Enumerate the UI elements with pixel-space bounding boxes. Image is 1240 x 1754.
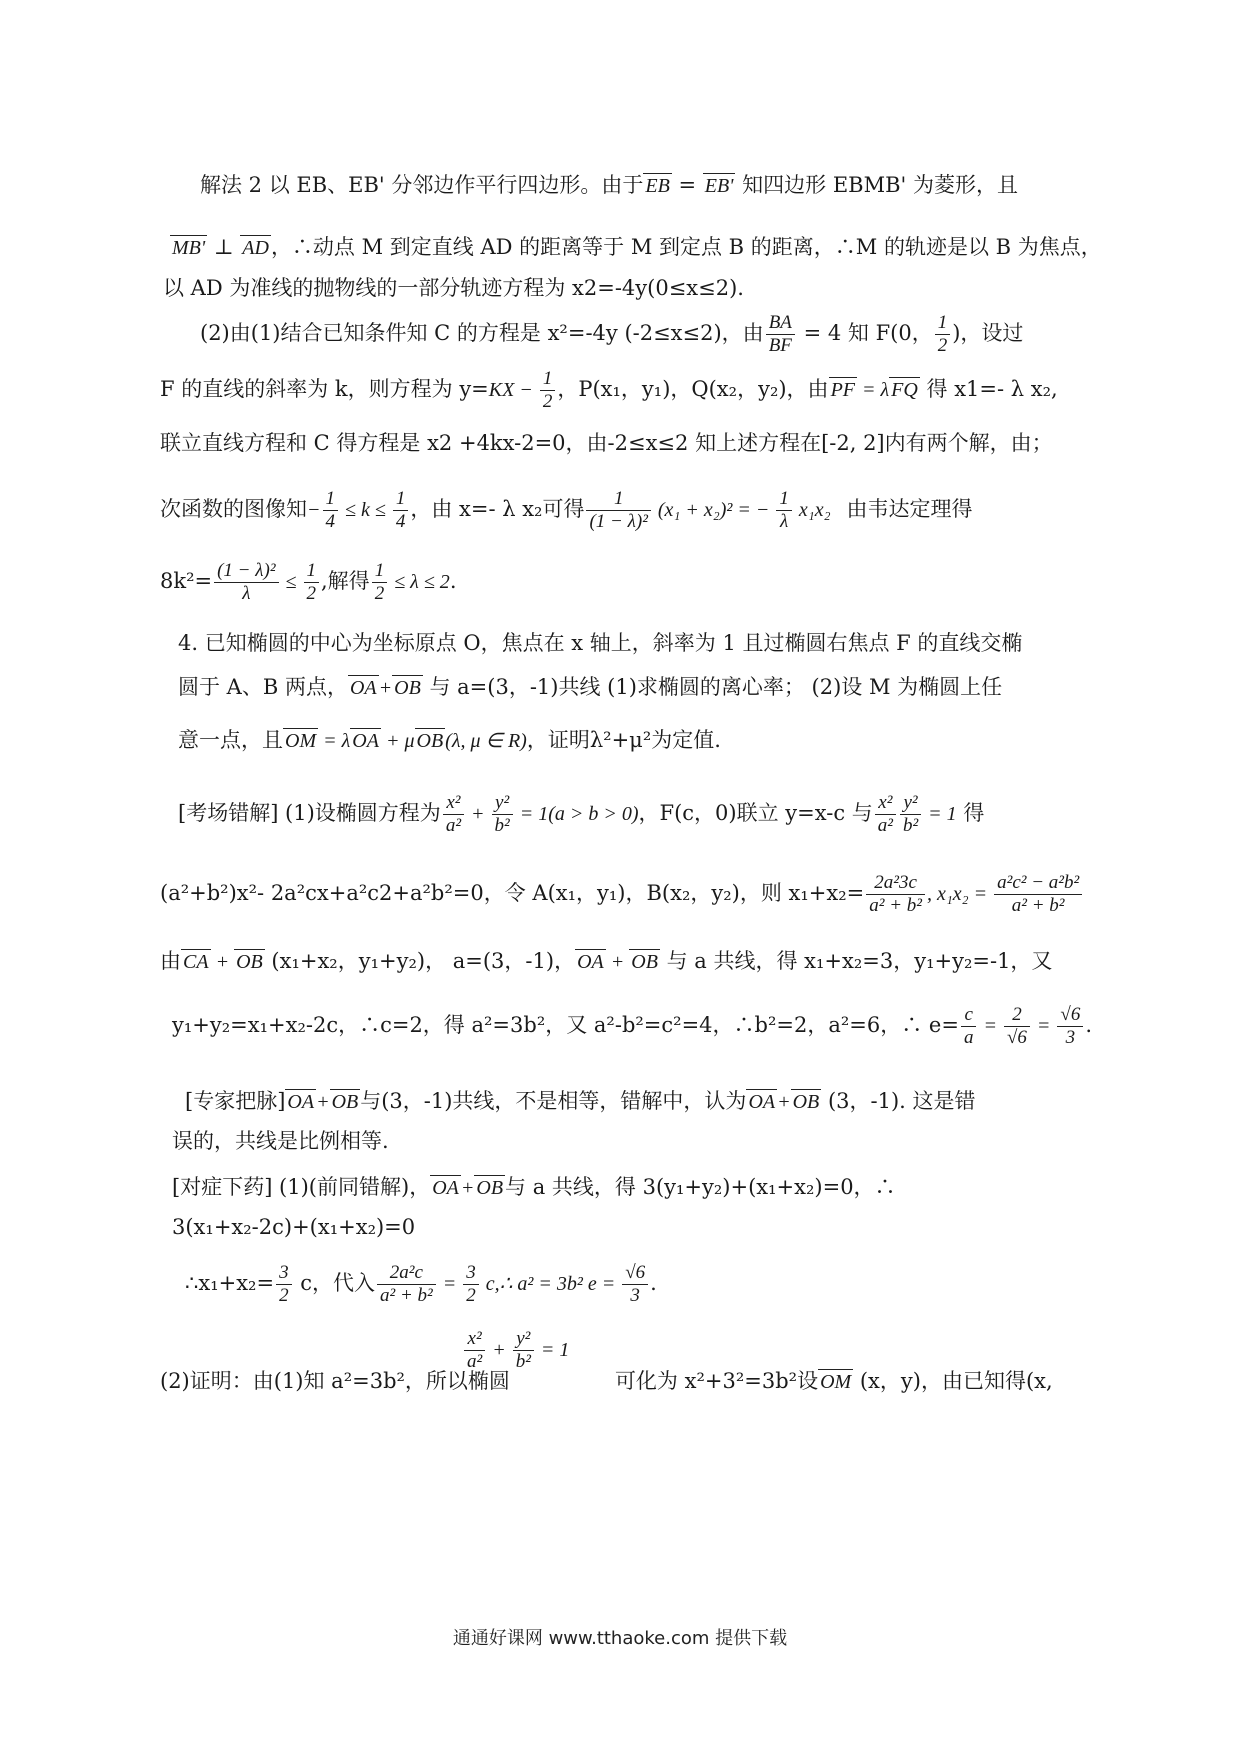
math-text: = 1 [923,803,957,825]
fraction [994,872,1082,917]
fraction [276,1262,292,1307]
text-span: (x₁+x₂，y₁+y₂)， a=(3，-1)， [264,949,576,973]
fraction [377,1262,436,1307]
fraction [393,488,409,533]
denominator: 2 [466,1285,476,1306]
text-span: (2)证明：由(1)知 a²=3b²，所以椭圆 [160,1369,510,1393]
fraction [492,792,513,837]
numerator: x² [443,792,464,815]
text-span: [考场错解] (1)设椭圆方程为 [178,801,441,825]
vector: AD [242,237,269,259]
denominator: a² + b² [869,895,922,916]
math-text: + [466,803,490,825]
vector: OA [352,730,379,752]
denominator: a² [877,815,893,836]
math-text: − [307,499,321,521]
numerator: x² [875,792,896,815]
text-span: 由 [160,949,181,973]
denominator: √6 [1006,1027,1027,1048]
vector: OB [631,951,658,973]
vector: OA [432,1177,459,1199]
vector: OB [416,730,444,752]
math-text: c,∴ a² = 3b² e = [480,1273,621,1295]
denominator: 4 [395,511,406,532]
numerator: √6 [1057,1004,1083,1027]
text-span: 解法 2 以 EB、EB' 分邻边作平行四边形。由于 [200,173,644,197]
vector: CA [183,951,209,973]
text-span: ∴x₁+x₂= [185,1271,275,1295]
text-line [178,672,1002,703]
math-text: = [437,1273,462,1295]
numerator: √6 [622,1262,648,1285]
text-span: 可化为 x²+3²=3b²设 [614,1369,819,1393]
fraction [372,560,388,605]
text-span: ，由 x=- λ x₂可得 [410,497,585,521]
vector: OM [820,1371,852,1393]
math-text: + [378,677,393,699]
vector: OM [285,730,317,752]
numerator: x² [464,1328,485,1351]
numerator: 2 [1004,1004,1030,1027]
text-span: 次函数的图像知 [160,497,307,521]
denominator: 4 [325,511,335,532]
denominator: a² + b² [380,1285,433,1306]
fraction [622,1262,648,1307]
denominator: λ [242,583,251,604]
text-line: 4. 已知椭圆的中心为坐标原点 O，焦点在 x 轴上，斜率为 1 且过椭圆右焦点 F 的直线交椭 [178,631,1023,655]
text-line [178,792,984,837]
math-text: = λ [318,730,351,752]
fraction [866,872,925,917]
vector: OB [394,677,421,699]
vector: EB [645,175,670,197]
math-text: + [316,1091,330,1113]
text-span: (a²+b²)x²- 2a²cx+a²c2+a²b²=0，令 A(x₁，y₁)，B(x₂，y₂)，则 x₁+x₂= [160,881,865,905]
denominator: 3 [630,1285,640,1306]
numerator: 1 [540,368,556,391]
text-span: = [671,173,703,197]
numerator: 1 [304,560,320,583]
math-text: + [605,951,630,973]
denominator: a [963,1027,974,1048]
text-line: 3(x₁+x₂-2c)+(x₁+x₂)=0 [172,1215,416,1239]
text-span: 得 x1=- λ x₂, [919,377,1058,401]
fraction [766,312,795,357]
text-span: 与 a=(3，-1)共线 (1)求椭圆的离心率； (2)设 M 为椭圆上任 [422,675,1003,699]
denominator: 2 [306,583,316,604]
text-span: ⊥ [207,235,241,259]
numerator: 1 [323,488,339,511]
denominator: 2 [937,335,948,356]
text-line [172,1172,896,1203]
fraction [304,560,320,605]
text-line [160,946,1052,977]
vector: OA [349,677,377,699]
vector: OA [287,1091,315,1113]
numerator: a²c² − a²b² [994,872,1082,895]
math-text: = [978,1015,1002,1037]
numerator: 2a²3c [866,872,925,895]
math-text: = 1 [535,1339,570,1361]
denominator: b² [515,1351,531,1372]
text-span: ，∴动点 M 到定直线 AD 的距离等于 M 到定点 B 的距离，∴M 的轨迹是以 B 为焦点， [270,235,1102,259]
text-line: 误的，共线是比例相等. [172,1129,389,1153]
text-span: 与(3，-1)共线，不是相等，错解中，认为 [360,1089,747,1113]
fraction [540,368,556,413]
text-line [160,488,973,533]
math-text: (λ, μ ∈ R) [445,730,527,752]
numerator: y² [492,792,513,815]
text-line: 以 AD 为准线的抛物线的一部分轨迹方程为 x2=-4y(0≤x≤2). [163,276,744,300]
text-span: 与 a 共线，得 3(y₁+y₂)+(x₁+x₂)=0，∴ [505,1175,896,1199]
text-span: . [1085,1013,1093,1037]
fraction [961,1004,977,1049]
page-footer: 通通好课网 www.tthaoke.com 提供下载 [452,1628,788,1649]
text-line [160,560,457,605]
denominator: (1 − λ)² [589,511,648,532]
fraction [776,488,792,533]
numerator: 1 [393,488,409,511]
vector: EB' [704,175,734,197]
vector: FQ [891,379,918,401]
text-line [160,368,1058,413]
text-line [178,725,721,756]
fraction [875,792,896,837]
math-text: + μ [380,730,415,752]
numerator: y² [513,1328,534,1351]
vector: OA [748,1091,776,1113]
vector: OB [236,951,263,973]
text-span: c，代入 [293,1271,376,1295]
text-span: = 4 知 F(0， [796,321,933,345]
fraction [900,792,921,837]
text-span: 意一点，且 [178,728,283,752]
numerator: 1 [372,560,388,583]
math-text: + [210,951,235,973]
text-span: ，证明λ²+μ²为定值. [526,728,721,752]
math-text: ≤ k ≤ [340,499,391,521]
math-text: = [1031,1015,1056,1037]
numerator: 1 [586,488,650,511]
numerator: 1 [776,488,792,511]
denominator: 2 [279,1285,289,1306]
vector: OB [476,1177,504,1199]
numerator: 2a²c [377,1262,436,1285]
text-line [160,872,1084,917]
fraction [443,792,464,837]
text-span: (2)由(1)结合已知条件知 C 的方程是 x²=-4y (-2≤x≤2)，由 [200,321,764,345]
text-line [172,1004,1092,1049]
math-text: + [487,1339,511,1361]
math-text: x₁x₂ [793,499,831,521]
text-span: 得 [956,801,985,825]
math-text: + [460,1177,475,1199]
vector: PF [830,379,855,401]
text-span: ，P(x₁，y₁)，Q(x₂，y₂)，由 [557,377,829,401]
fraction [1057,1004,1083,1049]
math-text: = λ [857,379,890,401]
math-text: , x₁x₂ = [926,883,993,905]
text-span: . [449,569,457,593]
denominator: a² [467,1351,483,1372]
denominator: 3 [1065,1027,1076,1048]
numerator: c [961,1004,977,1027]
text-line [200,170,1018,200]
denominator: BF [768,335,792,356]
numerator: (1 − λ)² [214,560,278,583]
fraction [586,488,650,533]
numerator: BA [766,312,795,335]
math-text: + [777,1091,791,1113]
math-text: = 1(a > b > 0) [514,803,639,825]
denominator: 2 [542,391,553,412]
math-text: ≤ [280,571,302,593]
text-line [170,232,1102,262]
numerator: 3 [463,1262,479,1285]
text-span: 8k²= [160,569,213,593]
fraction [323,488,339,533]
vector: MB' [172,237,206,259]
text-span: ，F(c，0)联立 y=x-c 与 [638,801,873,825]
denominator: λ [779,511,789,532]
text-span: . [650,1271,657,1295]
text-span: )，设过 [952,321,1024,345]
text-line [185,1086,976,1117]
text-span: 知四边形 EBMB' 为菱形，且 [735,173,1018,197]
vector: OB [331,1091,359,1113]
text-span: ,解得 [321,569,370,593]
text-span: y₁+y₂=x₁+x₂-2c，∴c=2，得 a²=3b²，又 a²-b²=c²=4，∴b²=2，a²=6，∴ e= [172,1013,959,1037]
denominator: a² + b² [1011,895,1065,916]
fraction [463,1262,479,1307]
text-line [160,1366,1053,1396]
text-span: 圆于 A、B 两点， [178,675,348,699]
denominator: a² [445,815,462,836]
vector: OB [792,1091,820,1113]
text-span: (x，y)，由已知得(x, [853,1369,1053,1393]
text-span: [专家把脉] [185,1089,286,1113]
text-line [185,1262,657,1307]
text-span: 由韦达定理得 [846,497,973,521]
text-span: 与 a 共线，得 x₁+x₂=3，y₁+y₂=-1，又 [659,949,1053,973]
math-text: KX − [488,379,538,401]
text-span: F 的直线的斜率为 k，则方程为 y= [160,377,489,401]
vector: OA [577,951,604,973]
text-span: [对症下药] (1)(前同错解)， [172,1175,431,1199]
math-text: ≤ λ ≤ 2 [389,571,450,593]
math-text: (x₁ + x₂)² = − [652,499,775,521]
denominator: b² [494,815,510,836]
text-line: 联立直线方程和 C 得方程是 x2 +4kx-2=0，由-2≤x≤2 知上述方程在[-2, 2]内有两个解，由； [160,431,1053,455]
numerator: 3 [276,1262,292,1285]
numerator: y² [900,792,921,815]
fraction [935,312,951,357]
numerator: 1 [935,312,951,335]
denominator: b² [902,815,919,836]
denominator: 2 [374,583,385,604]
fraction [1004,1004,1030,1049]
text-span: (3，-1). 这是错 [821,1089,976,1113]
text-line [200,312,1023,357]
fraction [214,560,278,605]
